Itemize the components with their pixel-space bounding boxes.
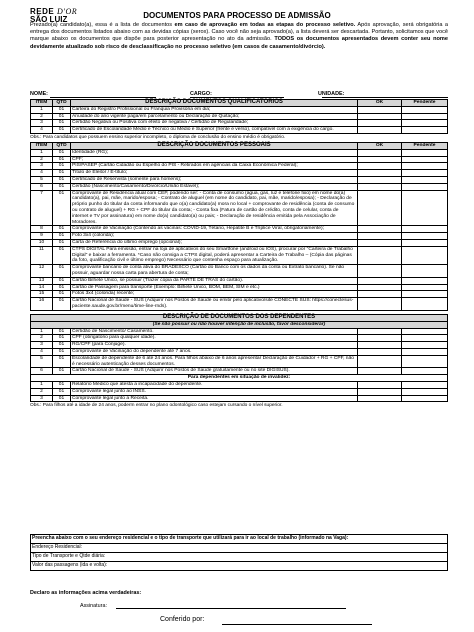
ok-checkbox[interactable] xyxy=(358,226,402,233)
description-cell: Certificado de Escolaridade Médio e Técnico ou Médio e Superior (frente e verso), compatível com a exigência do cargo. xyxy=(71,127,358,134)
qtd-cell: 01 xyxy=(53,149,71,156)
cargo-label: CARGO: xyxy=(190,91,212,97)
ok-checkbox[interactable] xyxy=(358,183,402,190)
fare-field[interactable]: Valor das passagens (ida e volta): xyxy=(31,562,448,571)
table-row xyxy=(31,348,448,355)
table-row xyxy=(31,239,448,246)
ok-checkbox[interactable] xyxy=(358,170,402,177)
pendente-checkbox[interactable] xyxy=(402,265,448,278)
table-row xyxy=(31,355,448,368)
description-cell: CPF; xyxy=(71,156,358,163)
pendente-checkbox[interactable] xyxy=(402,355,448,368)
qtd-cell: 01 xyxy=(53,163,71,170)
item-cell: 6 xyxy=(31,368,53,375)
description-cell: Certificado de Reservista (somente para homens); xyxy=(71,176,358,183)
item-cell: 1 xyxy=(31,381,53,388)
pendente-checkbox[interactable] xyxy=(402,277,448,284)
table-row xyxy=(31,190,448,226)
ok-checkbox[interactable] xyxy=(358,246,402,264)
table-row xyxy=(31,298,448,311)
col-qtd: QTD xyxy=(53,143,71,150)
pendente-checkbox[interactable] xyxy=(402,113,448,120)
table-row xyxy=(31,395,448,402)
description-cell: Carteira do Registro Profissional ou Franquia Provisória em dia; xyxy=(71,106,358,113)
item-cell: 5 xyxy=(31,355,53,368)
item-cell: 3 xyxy=(31,342,53,349)
ok-checkbox[interactable] xyxy=(358,355,402,368)
invalidity-heading: Para dependentes em situação de invalidez: xyxy=(31,375,448,382)
pendente-checkbox[interactable] xyxy=(402,127,448,134)
checked-by-line[interactable] xyxy=(222,619,372,625)
pendente-checkbox[interactable] xyxy=(402,388,448,395)
pendente-checkbox[interactable] xyxy=(402,149,448,156)
col-item: ITEM xyxy=(31,100,53,107)
pendente-checkbox[interactable] xyxy=(402,246,448,264)
ok-checkbox[interactable] xyxy=(358,176,402,183)
qtd-cell: 01 xyxy=(53,277,71,284)
qtd-cell: 01 xyxy=(53,106,71,113)
item-cell: 16 xyxy=(31,298,53,311)
table-row xyxy=(31,342,448,349)
item-cell: 1 xyxy=(31,149,53,156)
description-cell: RG/CPF (para Conjuge). xyxy=(71,342,358,349)
ok-checkbox[interactable] xyxy=(358,395,402,402)
ok-checkbox[interactable] xyxy=(358,381,402,388)
description-cell: Identidade (RG); xyxy=(71,149,358,156)
table-row xyxy=(31,156,448,163)
item-cell: 8 xyxy=(31,226,53,233)
intro-paragraph: Prezado(a) candidato(a), essa é a lista de documentos em caso de aprovação em todas as etapas do processo seletivo. Após aprovação, será obrigatória a entrega dos documentos listados abaixo com as devidas cópias (xerox). Caso você não seja aprovado(a), a lista deverá ser descartada. Portanto, solicitamos que você marque abaixo os documentos que dispõe para posterior apresentação no ato da admissão. TODOS os documentos apresentados devem conter seu nome devidamente atualizado sob risco de desclassificação no processo seletivo (em casos de casamento/divórcio). xyxy=(30,22,448,50)
address-transport-table xyxy=(30,534,448,571)
item-cell: 3 xyxy=(31,120,53,127)
item-cell: 3 xyxy=(31,163,53,170)
description-cell: CTPS DIGITAL Para emissão, entrar na loja de aplicativos do seu Smartfone (android ou IOS), procurar por "Carteira de Trabalho Digital" e baixar a ferramenta. *Caso não consiga a CTPS digital, poderá apresentar a Carteira de Trabalho – (Cópia das páginas da foto, qualificação civil e último emprego) Necessário que contenha espaço para atualização. xyxy=(71,246,358,264)
pendente-checkbox[interactable] xyxy=(402,183,448,190)
ok-checkbox[interactable] xyxy=(358,127,402,134)
table-row xyxy=(31,335,448,342)
nome-input[interactable] xyxy=(50,92,156,98)
item-cell: 1 xyxy=(31,328,53,335)
description-cell: Relatório Médico que atesta a incapacidade do dependente. xyxy=(71,381,358,388)
description-cell: Comprovante legal junto ao INSS. xyxy=(71,388,358,395)
description-cell: Cartão de Passagem para transporte (Exemplo: Bilhete Único, BOM, BEM, SIM e etc.) xyxy=(71,284,358,291)
description-cell: CPF (obrigatório para qualquer idade). xyxy=(71,335,358,342)
item-cell: 5 xyxy=(31,176,53,183)
address-heading: Preencha abaixo com o seu endereço residencial e o tipo de transporte que utilizará para ir ao local de trabalho (informado na Vaga): xyxy=(31,535,448,544)
section-heading: DESCRIÇÃO DE DOCUMENTOS DOS DEPENDENTES xyxy=(31,315,448,322)
table-row xyxy=(31,328,448,335)
col-item: ITEM xyxy=(31,143,53,150)
pendente-checkbox[interactable] xyxy=(402,335,448,342)
pendente-checkbox[interactable] xyxy=(402,190,448,226)
description-cell: Comprovante de Vacinação do dependente até 7 anos. xyxy=(71,348,358,355)
ok-checkbox[interactable] xyxy=(358,190,402,226)
item-cell: 2 xyxy=(31,335,53,342)
table-row xyxy=(31,277,448,284)
pendente-checkbox[interactable] xyxy=(402,120,448,127)
ok-checkbox[interactable] xyxy=(358,298,402,311)
pendente-checkbox[interactable] xyxy=(402,156,448,163)
item-cell: 14 xyxy=(31,284,53,291)
pendente-checkbox[interactable] xyxy=(402,395,448,402)
qtd-cell: 01 xyxy=(53,226,71,233)
qtd-cell: 01 xyxy=(53,170,71,177)
item-cell: 2 xyxy=(31,156,53,163)
pendente-checkbox[interactable] xyxy=(402,284,448,291)
description-cell: Escolaridade de dependente de 6 até 24 anos. Para filhos abaixo de 6 anos apresentar Declaração de Cuidador + RG + CPF, não é necessário autenticação desses documentos. xyxy=(71,355,358,368)
col-pendente: Pendente xyxy=(402,100,448,107)
ok-checkbox[interactable] xyxy=(358,388,402,395)
description-cell: Fotos 3x4 (colorida) recente; xyxy=(71,291,358,298)
description-cell: Certidão de Nascimento/ Casamento. xyxy=(71,328,358,335)
ok-checkbox[interactable] xyxy=(358,328,402,335)
description-cell: Certidão (Nascimento/Casamento/Divórcio/União Estável); xyxy=(71,183,358,190)
pendente-checkbox[interactable] xyxy=(402,291,448,298)
description-cell: Cartão Nacional de Saúde - SUS (Adquirir nos Postos de Saúde ou emitir pelo aplicativo/site CONECTE SUS: https://conectesus-paciente.saude.gov.br/menu/time-line-rnds). xyxy=(71,298,358,311)
table-row xyxy=(31,381,448,388)
table-row xyxy=(31,127,448,134)
table-row xyxy=(31,113,448,120)
pendente-checkbox[interactable] xyxy=(402,328,448,335)
transport-field[interactable]: Tipo de Transporte e Qtde diária: xyxy=(31,553,448,562)
table-row xyxy=(31,388,448,395)
table-row xyxy=(31,265,448,278)
item-cell: 2 xyxy=(31,388,53,395)
ok-checkbox[interactable] xyxy=(358,284,402,291)
qtd-cell: 01 xyxy=(53,190,71,226)
description-cell: Título de Eleitor / E-título; xyxy=(71,170,358,177)
qualifying-documents-table xyxy=(30,99,448,134)
qtd-cell: 01 xyxy=(53,113,71,120)
section-subheading: (Se não possuir ou não houver intenção de inclusão, favor desconsiderar) xyxy=(31,321,448,328)
description-cell: Certidão Negativa ou Positiva com efeito de negativa / Certidão de Regularidade; xyxy=(71,120,358,127)
item-cell: 4 xyxy=(31,127,53,134)
table-row xyxy=(31,170,448,177)
qtd-cell: 01 xyxy=(53,156,71,163)
description-cell: PIS/PASEP (Cartão Cidadão ou Espelho do PIS - Retirados em agências da Caixa Econômica Federal); xyxy=(71,163,358,170)
personal-documents-table xyxy=(30,142,448,311)
qtd-cell: 01 xyxy=(53,284,71,291)
ok-checkbox[interactable] xyxy=(358,106,402,113)
table-row xyxy=(31,163,448,170)
description-cell: Foto 3x4 (colorida); xyxy=(71,233,358,240)
table-row xyxy=(31,246,448,264)
table-row xyxy=(31,149,448,156)
table-row xyxy=(31,368,448,375)
pendente-checkbox[interactable] xyxy=(402,348,448,355)
item-cell: 6 xyxy=(31,183,53,190)
page-title: DOCUMENTOS PARA PROCESSO DE ADMISSÃO xyxy=(143,11,331,20)
description-cell: Anuidade do ano vigente paga/em parcelamento ou Declaração de Quitação; xyxy=(71,113,358,120)
description-cell: Comprovante bancário de conta ativa do BRADESCO (Cartão do Banco com os dados da conta ou Extrato bancário). Se não possuir, aguardar nossa carta para abertura de conta; xyxy=(71,265,358,278)
pendente-checkbox[interactable] xyxy=(402,368,448,375)
ok-checkbox[interactable] xyxy=(358,265,402,278)
description-cell: Comprovante de Vacinação (Contendo as vacinas: COVID-19, Tétano, Hepatite B e Tríplice Viral, obrigatoriamente); xyxy=(71,226,358,233)
table-row xyxy=(31,291,448,298)
unidade-label: UNIDADE: xyxy=(318,91,345,97)
description-cell: Cartão Nacional de Saúde - SUS (Adquirir nos Postos de Saúde gratuitamente ou no site DIGISUS). xyxy=(71,368,358,375)
qtd-cell: 01 xyxy=(53,335,71,342)
item-cell: 9 xyxy=(31,233,53,240)
cargo-input[interactable] xyxy=(190,92,284,98)
qtd-cell: 01 xyxy=(53,381,71,388)
ok-checkbox[interactable] xyxy=(358,120,402,127)
ok-checkbox[interactable] xyxy=(358,239,402,246)
checked-by-label: Conferido por: xyxy=(160,616,205,623)
ok-checkbox[interactable] xyxy=(358,277,402,284)
ok-checkbox[interactable] xyxy=(358,291,402,298)
col-ok: OK xyxy=(358,143,402,150)
ok-checkbox[interactable] xyxy=(358,335,402,342)
ok-checkbox[interactable] xyxy=(358,113,402,120)
table-row xyxy=(31,284,448,291)
ok-checkbox[interactable] xyxy=(358,342,402,349)
table-row xyxy=(31,183,448,190)
qtd-cell: 01 xyxy=(53,246,71,264)
item-cell: 7 xyxy=(31,190,53,226)
qtd-cell: 01 xyxy=(53,291,71,298)
table-row xyxy=(31,233,448,240)
col-ok: OK xyxy=(358,100,402,107)
ok-checkbox[interactable] xyxy=(358,163,402,170)
pendente-checkbox[interactable] xyxy=(402,298,448,311)
table-row xyxy=(31,120,448,127)
ok-checkbox[interactable] xyxy=(358,368,402,375)
ok-checkbox[interactable] xyxy=(358,233,402,240)
item-cell: 15 xyxy=(31,291,53,298)
pendente-checkbox[interactable] xyxy=(402,381,448,388)
item-cell: 11 xyxy=(31,246,53,264)
declaration-label: Declaro as informações acima verdadeiras: xyxy=(30,590,142,596)
qtd-cell: 01 xyxy=(53,355,71,368)
description-cell: Carta de Referência do último emprego (opcional); xyxy=(71,239,358,246)
section-heading: DESCRIÇÃO DOCUMENTOS QUALIFICATÓRIOS xyxy=(71,100,358,107)
nome-label: NOME: xyxy=(30,91,48,97)
qtd-cell: 01 xyxy=(53,298,71,311)
item-cell: 12 xyxy=(31,265,53,278)
qtd-cell: 01 xyxy=(53,183,71,190)
qtd-cell: 01 xyxy=(53,127,71,134)
pendente-checkbox[interactable] xyxy=(402,176,448,183)
pendente-checkbox[interactable] xyxy=(402,226,448,233)
item-cell: 13 xyxy=(31,277,53,284)
dependents-documents-table xyxy=(30,314,448,402)
logo: REDE D'OR SÃO LUIZ xyxy=(30,7,78,24)
col-pendente: Pendente xyxy=(402,143,448,150)
qtd-cell: 01 xyxy=(53,239,71,246)
description-cell: Comprovante legal junto a Receita. xyxy=(71,395,358,402)
table-row xyxy=(31,176,448,183)
ok-checkbox[interactable] xyxy=(358,348,402,355)
pendente-checkbox[interactable] xyxy=(402,233,448,240)
qtd-cell: 01 xyxy=(53,265,71,278)
section3-note: Obs.: Para filhos até a idade de 24 anos, poderm entrar no plano odontológico caso estejam cursando o nível superior. xyxy=(30,403,283,408)
unidade-input[interactable] xyxy=(322,92,448,98)
item-cell: 4 xyxy=(31,348,53,355)
item-cell: 10 xyxy=(31,239,53,246)
address-field[interactable]: Endereço Residencial: xyxy=(31,544,448,553)
qtd-cell: 01 xyxy=(53,120,71,127)
qtd-cell: 01 xyxy=(53,176,71,183)
item-cell: 2 xyxy=(31,113,53,120)
section1-note: Obs.: Para candidatos que possuem ensino superior incompleto, o diploma de conclusão do ensino médio é obrigatório. xyxy=(30,135,286,140)
qtd-cell: 01 xyxy=(53,395,71,402)
ok-checkbox[interactable] xyxy=(358,156,402,163)
pendente-checkbox[interactable] xyxy=(402,239,448,246)
pendente-checkbox[interactable] xyxy=(402,163,448,170)
item-cell: 1 xyxy=(31,106,53,113)
description-cell: Cartão Bilhete Único, se possuir (Trazer cópia da PARTE DE TRÁS do cartão). xyxy=(71,277,358,284)
qtd-cell: 01 xyxy=(53,348,71,355)
qtd-cell: 01 xyxy=(53,388,71,395)
qtd-cell: 01 xyxy=(53,233,71,240)
signature-label: Assinatura: xyxy=(80,603,107,609)
item-cell: 3 xyxy=(31,395,53,402)
table-row xyxy=(31,106,448,113)
pendente-checkbox[interactable] xyxy=(402,106,448,113)
ok-checkbox[interactable] xyxy=(358,149,402,156)
pendente-checkbox[interactable] xyxy=(402,170,448,177)
section-heading: DESCRIÇÃO DOCUMENTOS PESSOAIS xyxy=(71,143,358,150)
table-row xyxy=(31,226,448,233)
description-cell: Comprovante de Residência atual com CEP, podendo ser: - Conta de consumo (água, gás, luz e telefone fixo) em nome do(a) candidato(a), pai, mãe, marido/esposa; - Contrato de aluguel (em nome do candidato, pai, mãe, marido/esposa); - Declaração de próprio punho do titular da conta informando que o(a) candidato(a) mora no local + comprovante de residência (conta de consumo ou contrato de aluguel) + RG + CPF do titular da conta; - Conta fixa (Fatura de cartão de crédito, conta de celular, conta de internet e TV por assinatura) em nome do(a) candidato(a) ou pais; - Declaração de residência emitida pela Associação de Moradores. xyxy=(71,190,358,226)
qtd-cell: 01 xyxy=(53,368,71,375)
item-cell: 4 xyxy=(31,170,53,177)
col-qtd: QTD xyxy=(53,100,71,107)
qtd-cell: 01 xyxy=(53,328,71,335)
signature-line[interactable] xyxy=(116,603,346,609)
qtd-cell: 01 xyxy=(53,342,71,349)
pendente-checkbox[interactable] xyxy=(402,342,448,349)
